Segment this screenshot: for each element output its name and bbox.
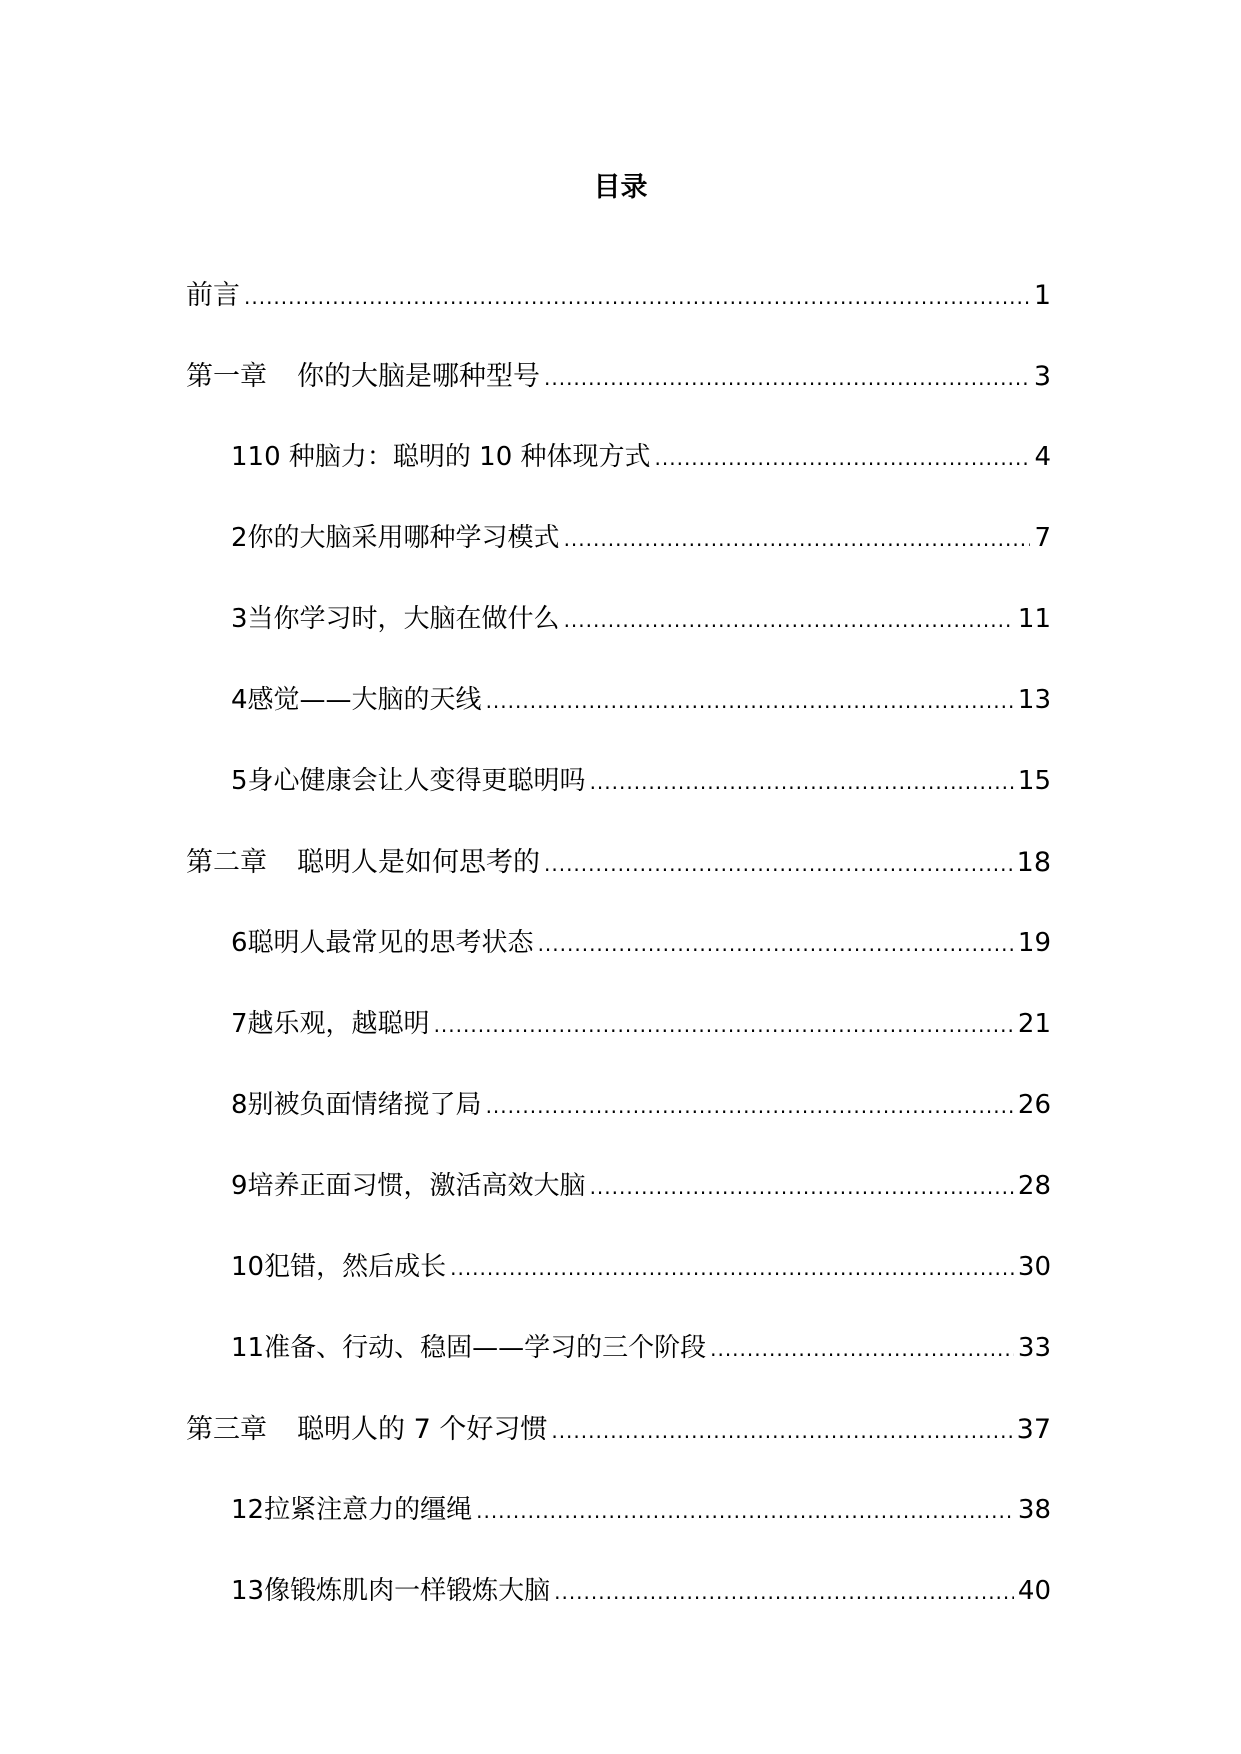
toc-entry-number: 5 (231, 766, 248, 796)
toc-entry-section-4[interactable] (186, 657, 1051, 738)
dot-leader (564, 527, 1031, 551)
dot-leader (244, 285, 1030, 309)
dot-leader (710, 1337, 1014, 1361)
dot-leader (564, 608, 1014, 632)
dot-leader (554, 1580, 1014, 1604)
toc-entry-chapter-2[interactable] (186, 819, 1051, 900)
toc-entry-number: 12 (231, 1495, 265, 1525)
toc-entry-chapter-1[interactable] (186, 333, 1051, 414)
toc-entry-label: 越乐观，越聪明 (247, 1009, 430, 1039)
toc-entry-section-3[interactable] (186, 576, 1051, 657)
toc-entry-number: 第一章 (186, 361, 267, 392)
dot-leader (486, 1094, 1014, 1118)
toc-entry-page: 11 (1017, 604, 1051, 634)
table-of-contents (186, 252, 1051, 1629)
toc-entry-number: 第二章 (186, 847, 267, 878)
dot-leader (450, 1256, 1014, 1280)
toc-entry-page: 4 (1034, 442, 1051, 472)
toc-entry-section-13[interactable] (186, 1548, 1051, 1629)
dot-leader (538, 932, 1014, 956)
toc-entry-page: 3 (1033, 361, 1051, 392)
toc-entry-page: 13 (1017, 685, 1051, 715)
toc-entry-section-1[interactable] (186, 414, 1051, 495)
toc-entry-label: 犯错，然后成长 (264, 1252, 447, 1282)
toc-entry-label: 准备、行动、稳固——学习的三个阶段 (264, 1333, 707, 1363)
toc-entry-label: 聪明人的 7 个好习惯 (297, 1414, 548, 1445)
toc-entry-page: 37 (1016, 1414, 1051, 1445)
toc-entry-page: 26 (1017, 1090, 1051, 1120)
toc-entry-page: 19 (1017, 928, 1051, 958)
toc-entry-section-8[interactable] (186, 1062, 1051, 1143)
toc-entry-label: 像锻炼肌肉一样锻炼大脑 (264, 1576, 551, 1606)
toc-entry-preface[interactable] (186, 252, 1051, 333)
toc-entry-section-6[interactable] (186, 900, 1051, 981)
toc-entry-label: 前言 (186, 280, 240, 311)
dot-leader (544, 366, 1030, 390)
toc-entry-section-11[interactable] (186, 1305, 1051, 1386)
toc-entry-page: 33 (1017, 1333, 1051, 1363)
toc-entry-chapter-3[interactable] (186, 1386, 1051, 1467)
dot-leader (486, 689, 1014, 713)
toc-entry-number: 1 (231, 442, 248, 472)
toc-entry-number: 13 (231, 1576, 265, 1606)
toc-entry-number: 10 (231, 1252, 265, 1282)
toc-entry-label: 培养正面习惯，激活高效大脑 (247, 1171, 586, 1201)
toc-entry-number: 9 (231, 1171, 248, 1201)
toc-entry-page: 40 (1017, 1576, 1051, 1606)
toc-entry-section-7[interactable] (186, 981, 1051, 1062)
toc-entry-number: 4 (231, 685, 248, 715)
toc-entry-number: 8 (231, 1090, 248, 1120)
toc-entry-page: 30 (1017, 1252, 1051, 1282)
toc-entry-page: 38 (1017, 1495, 1051, 1525)
toc-entry-number: 6 (231, 928, 248, 958)
toc-entry-label: 别被负面情绪搅了局 (247, 1090, 482, 1120)
toc-entry-page: 15 (1017, 766, 1051, 796)
toc-entry-section-9[interactable] (186, 1143, 1051, 1224)
page-title: 目录 (593, 172, 648, 203)
toc-entry-page: 21 (1017, 1009, 1051, 1039)
toc-entry-section-5[interactable] (186, 738, 1051, 819)
toc-entry-number: 11 (231, 1333, 265, 1363)
toc-entry-label: 当你学习时，大脑在做什么 (247, 604, 560, 634)
toc-entry-section-2[interactable] (186, 495, 1051, 576)
dot-leader (655, 446, 1031, 470)
toc-entry-label: 拉紧注意力的缰绳 (264, 1495, 473, 1525)
toc-entry-page: 7 (1034, 523, 1051, 553)
toc-entry-page: 28 (1017, 1171, 1051, 1201)
dot-leader (551, 1419, 1012, 1443)
toc-entry-label: 聪明人最常见的思考状态 (247, 928, 534, 958)
toc-entry-page: 1 (1033, 280, 1051, 311)
toc-entry-number: 3 (231, 604, 248, 634)
toc-entry-label: 感觉——大脑的天线 (247, 685, 482, 715)
toc-entry-number: 2 (231, 523, 248, 553)
dot-leader (590, 770, 1014, 794)
toc-entry-label: 你的大脑是哪种型号 (297, 361, 540, 392)
dot-leader (434, 1013, 1014, 1037)
toc-entry-label: 身心健康会让人变得更聪明吗 (247, 766, 586, 796)
toc-entry-number: 第三章 (186, 1414, 267, 1445)
toc-entry-label: 聪明人是如何思考的 (297, 847, 540, 878)
toc-entry-number: 7 (231, 1009, 248, 1039)
toc-entry-section-10[interactable] (186, 1224, 1051, 1305)
dot-leader (590, 1175, 1014, 1199)
toc-entry-section-12[interactable] (186, 1467, 1051, 1548)
dot-leader (476, 1499, 1014, 1523)
toc-entry-page: 18 (1016, 847, 1051, 878)
toc-entry-label: 10 种脑力：聪明的 10 种体现方式 (247, 442, 651, 472)
toc-entry-label: 你的大脑采用哪种学习模式 (247, 523, 560, 553)
dot-leader (544, 852, 1013, 876)
